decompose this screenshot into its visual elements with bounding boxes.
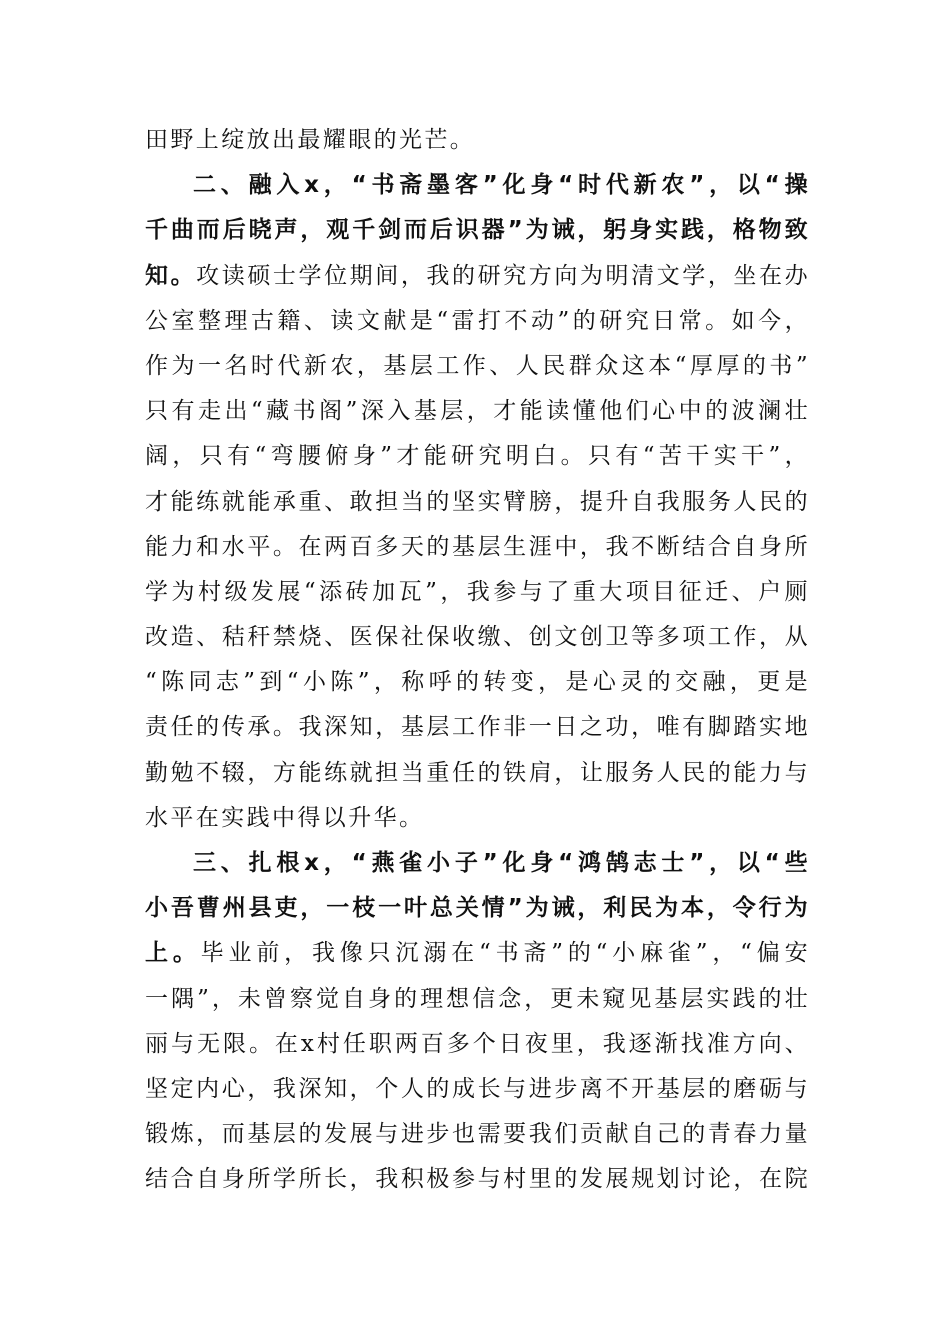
- text-line: 勤勉不辍，方能练就担当重任的铁肩，让服务人民的能力与: [145, 759, 810, 786]
- text-line: 锻炼，而基层的发展与进步也需要我们贡献自己的青春力量: [145, 1121, 810, 1148]
- body-text: 攻读硕士学位期间，我的研究方向为明清文学，坐在办: [196, 262, 810, 289]
- bold-heading-text: 千曲而后晓声，观千剑而后识器”为诫，躬身实践，格物致: [145, 217, 810, 244]
- document-page: [145, 118, 810, 1203]
- text-line: “陈同志”到“小陈”，称呼的转变，是心灵的交融，更是: [145, 669, 810, 696]
- text-line: 才能练就能承重、敢担当的坚实臂膀，提升自我服务人民的: [145, 488, 810, 515]
- bold-heading-text: 小吾曹州县吏，一枝一叶总关情”为诫，利民为本，令行为: [145, 895, 810, 922]
- text-line: 改造、秸秆禁烧、医保社保收缴、创文创卫等多项工作，从: [145, 624, 810, 651]
- bold-heading-text: 上。: [145, 940, 201, 967]
- body-text: 毕业前，我像只沉溺在“书斋”的“小麻雀”，“偏安: [200, 940, 810, 967]
- text-line: [145, 886, 810, 931]
- text-line: 作为一名时代新农，基层工作、人民群众这本“厚厚的书”: [145, 352, 810, 379]
- text-line: [145, 254, 810, 299]
- text-line: 公室整理古籍、读文献是“雷打不动”的研究日常。如今，: [145, 307, 810, 334]
- bold-heading-text: 知。: [145, 262, 197, 289]
- text-line: [145, 163, 810, 208]
- bold-heading-text: 三、扎根x，“燕雀小子”化身“鸿鹄志士”，以“些: [193, 850, 810, 876]
- text-line: 结合自身所学所长，我积极参与村里的发展规划讨论，在院: [145, 1166, 810, 1193]
- text-line: 只有走出“藏书阁”深入基层，才能读懂他们心中的波澜壮: [145, 398, 810, 425]
- text-line: 坚定内心，我深知，个人的成长与进步离不开基层的磨砺与: [145, 1075, 810, 1102]
- text-line: [145, 931, 810, 976]
- bold-heading-text: 二、融入x，“书斋墨客”化身“时代新农”，以“操: [193, 172, 810, 199]
- text-line: 阔，只有“弯腰俯身”才能研究明白。只有“苦干实干”，: [145, 443, 810, 470]
- paragraph-2: [145, 163, 810, 841]
- paragraph-3: [145, 841, 810, 1203]
- text-line: 田野上绽放出最耀眼的光芒。: [145, 127, 476, 153]
- text-line: [145, 841, 810, 886]
- text-line: 一隅”，未曾察觉自身的理想信念，更未窥见基层实践的壮: [145, 985, 810, 1012]
- text-line: 能力和水平。在两百多天的基层生涯中，我不断结合自身所: [145, 533, 810, 560]
- text-line: 责任的传承。我深知，基层工作非一日之功，唯有脚踏实地: [145, 714, 810, 741]
- text-line: 丽与无限。在x村任职两百多个日夜里，我逐渐找准方向、: [145, 1030, 810, 1057]
- text-line: [145, 208, 810, 253]
- paragraph-1: [145, 118, 810, 163]
- text-line: 水平在实践中得以升华。: [145, 804, 425, 831]
- text-line: 学为村级发展“添砖加瓦”，我参与了重大项目征迁、户厕: [145, 578, 810, 605]
